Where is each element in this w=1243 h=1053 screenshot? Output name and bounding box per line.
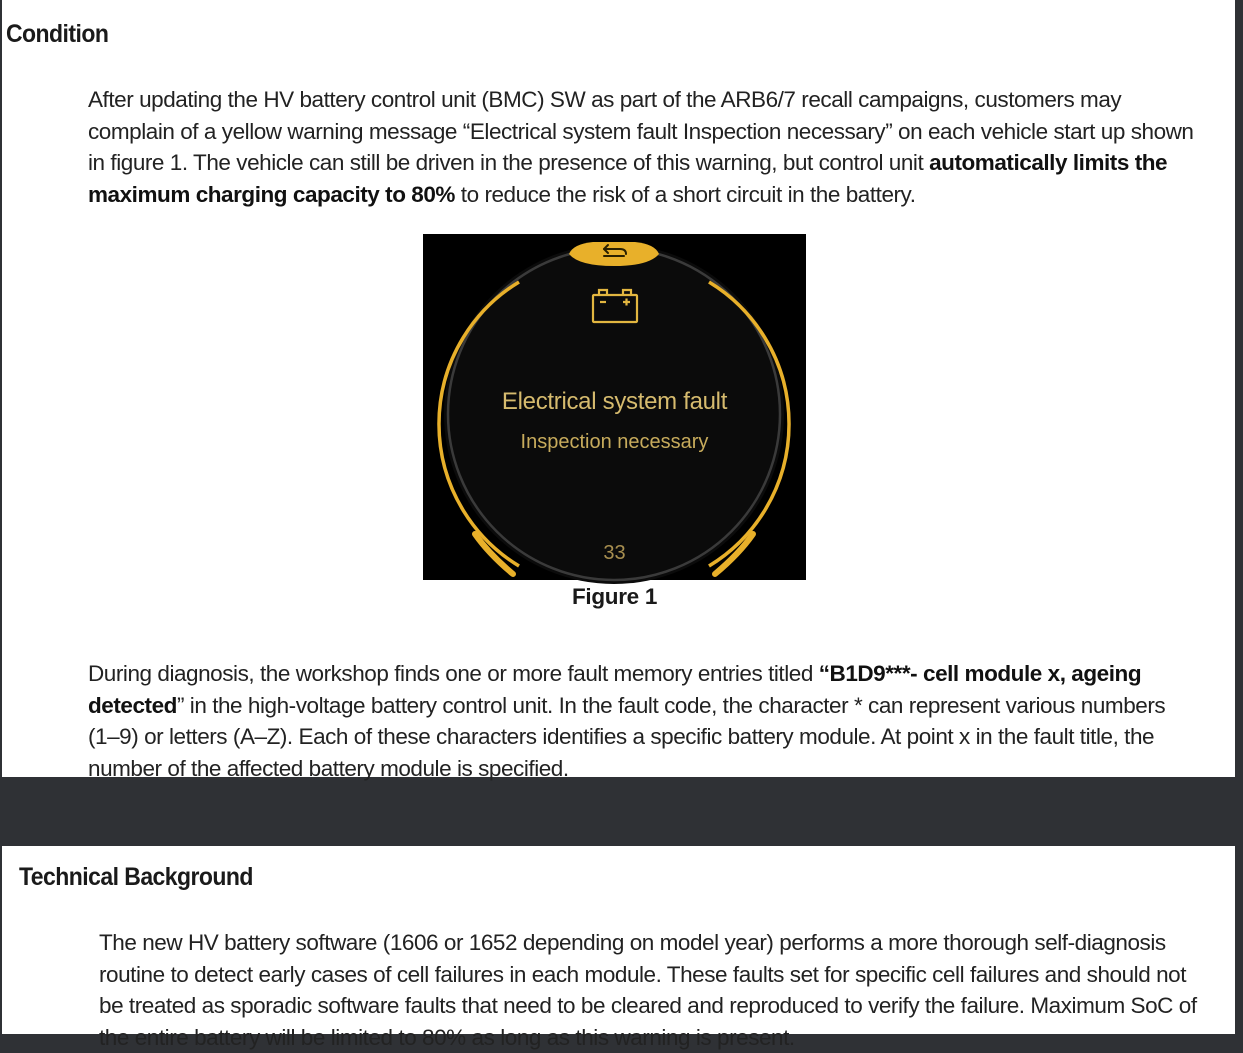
- condition-intro-paragraph: [88, 84, 1194, 210]
- diagnosis-line-3: (1–9) or letters (A–Z). Each of these characters identifies a specific battery module. At point x in the fault title, the: [88, 721, 1165, 753]
- fault-code-emphasis: “B1D9***- cell module x, ageing: [819, 661, 1141, 686]
- intro-line-2: complain of a yellow warning message “Electrical system fault Inspection necessary” on each vehicle start up shown: [88, 116, 1194, 148]
- diagnosis-line-2: [88, 690, 1165, 722]
- cluster-message-subtitle: Inspection necessary: [423, 431, 806, 454]
- intro-emphasis-2: maximum charging capacity to 80%: [88, 182, 455, 207]
- tech-line-4: the entire battery will be limited to 80% as long as this warning is present.: [99, 1022, 1197, 1053]
- tech-line-3: be treated as sporadic software faults that need to be cleared and reproduced to verify the failure. Maximum SoC of: [99, 990, 1197, 1022]
- diagnosis-line-4: number of the affected battery module is specified.: [88, 753, 1165, 785]
- intro-line-1: After updating the HV battery control unit (BMC) SW as part of the ARB6/7 recall campaigns, customers may: [88, 84, 1194, 116]
- technical-background-section: [2, 846, 1235, 1034]
- condition-diagnosis-paragraph: [88, 658, 1165, 784]
- intro-line-3-text: in figure 1. The vehicle can still be driven in the presence of this warning, but control unit: [88, 150, 929, 175]
- instrument-cluster-figure: [423, 234, 806, 580]
- fault-code-emphasis-end: detected: [88, 693, 177, 718]
- technical-background-heading: Technical Background: [19, 863, 253, 892]
- diagnosis-line-2-text: ” in the high-voltage battery control unit. In the fault code, the character * can represent various numbers: [177, 693, 1165, 718]
- cluster-message-title: Electrical system fault: [423, 388, 806, 416]
- condition-section: [2, 0, 1235, 777]
- tech-line-1: The new HV battery software (1606 or 1652 depending on model year) performs a more thorough self-diagnosis: [99, 927, 1197, 959]
- tech-line-2: routine to detect early cases of cell failures in each module. These faults set for specific cell failures and should not: [99, 959, 1197, 991]
- intro-line-4: [88, 179, 1194, 211]
- diagnosis-line-1: [88, 658, 1165, 690]
- cluster-number: 33: [423, 542, 806, 565]
- figure-caption: Figure 1: [423, 584, 806, 610]
- diagnosis-line-1-text: During diagnosis, the workshop finds one or more fault memory entries titled: [88, 661, 819, 686]
- intro-line-3: [88, 147, 1194, 179]
- technical-background-paragraph: [99, 927, 1197, 1053]
- intro-emphasis-1: automatically limits the: [929, 150, 1167, 175]
- condition-heading: Condition: [6, 20, 108, 49]
- intro-line-4-text: to reduce the risk of a short circuit in the battery.: [455, 182, 916, 207]
